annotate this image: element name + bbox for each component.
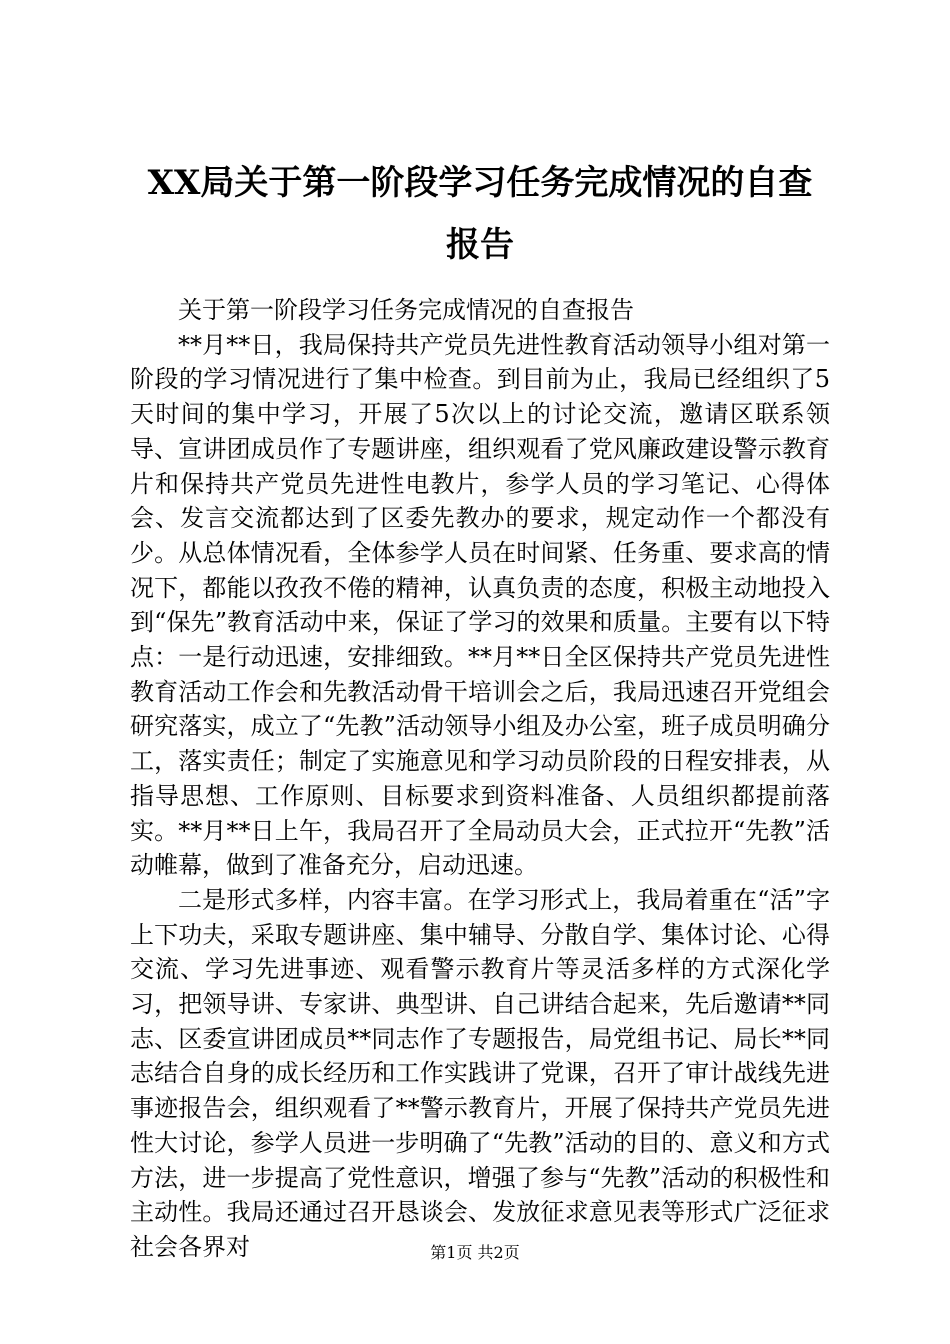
subtitle-paragraph: 关于第一阶段学习任务完成情况的自查报告: [178, 296, 634, 324]
page-footer: 第1页 共2页: [430, 1243, 520, 1262]
body-paragraph-1: **月**日，我局保持共产党员先进性教育活动领导小组对第一阶段的学习情况进行了集中检查。到目前为止，我局已经组织了5天时间的集中学习，开展了5次以上的讨论交流，邀请区联系领导、宣讲团成员作了专题讲座，组织观看了党风廉政建设警示教育片和保持共产党员先进性电教片，参学人员的学习笔记、心得体会、发言交流都达到了区委先教办的要求，规定动作一个都没有少。从总体情况看，全体参学人员在时间紧、任务重、要求高的情况下，都能以孜孜不倦的精神，认真负责的态度，积极主动地投入到“保先”教育活动中来，保证了学习的效果和质量。主要有以下特点：一是行动迅速，安排细致。**月**日全区保持共产党员先进性教育活动工作会和先教活动骨干培训会之后，我局迅速召开党组会研究落实，成立了“先教”活动领导小组及办公室，班子成员明确分工，落实责任；制定了实施意见和学习动员阶段的日程安排表，从指导思想、工作原则、目标要求到资料准备、人员组织都提前落实。**月**日上午，我局召开了全局动员大会，正式拉开“先教”活动帷幕，做到了准备充分，启动迅速。: [130, 330, 830, 880]
document-body: [130, 293, 830, 1265]
document-title-line-2: 报告: [446, 225, 514, 265]
body-paragraph-2: 二是形式多样，内容丰富。在学习形式上，我局着重在“活”字上下功夫，采取专题讲座、集中辅导、分散自学、集体讨论、心得交流、学习先进事迹、观看警示教育片等灵活多样的方式深化学习，把领导讲、专家讲、典型讲、自己讲结合起来，先后邀请**同志、区委宣讲团成员**同志作了专题报告，局党组书记、局长**同志结合自身的成长经历和工作实践讲了党课，召开了审计战线先进事迹报告会，组织观看了**警示教育片，开展了保持共产党员先进性大讨论，参学人员进一步明确了“先教”活动的目的、意义和方式方法，进一步提高了党性意识，增强了参与“先教”活动的积极性和主动性。我局还通过召开恳谈会、发放征求意见表等形式广泛征求社会各界对: [130, 885, 830, 1261]
document-title-line-1: XX局关于第一阶段学习任务完成情况的自查: [147, 163, 813, 203]
